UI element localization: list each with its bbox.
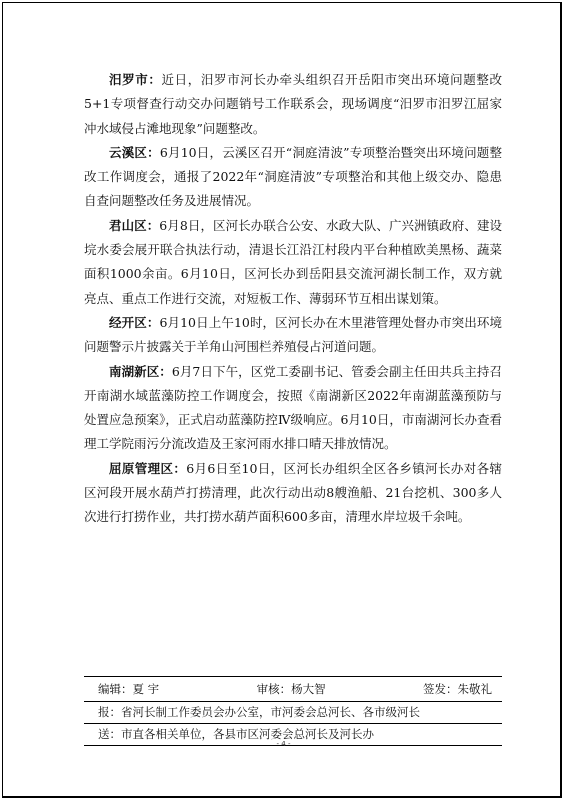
paragraph-text: 6月8日，区河长办联合公安、水政大队、广兴洲镇政府、建设垸水委会展开联合执法行动，清退长江沿江村段内平台种植欧美黑杨、蔬菜面积1000余亩。6月10日，区河长办到岳阳县交流河湖长制工作，双方就亮点、重点工作进行交流，对短板工作、薄弱环节互相出谋划策。 <box>84 217 502 306</box>
paragraph-lead: 经开区： <box>109 314 160 330</box>
paragraph-text: 6月10日上午10时，区河长办在木里港管理处督办市突出环境问题警示片披露关于羊角山河围栏养殖侵占河道问题。 <box>84 314 502 355</box>
paragraph-text: 6月7日下午，区党工委副书记、管委会副主任田共兵主持召开南湖水域蓝藻防控工作调度会，按照《南湖新区2022年南湖蓝藻预防与处置应急预案》，正式启动蓝藻防控Ⅳ级响应。6月10日，市南湖河长办查看理工学院雨污分流改造及王家河雨水排口晴天排放情况。 <box>84 363 502 452</box>
paragraph-miluo <box>84 68 502 141</box>
paragraph-nanhu <box>84 360 502 457</box>
send-to-line: 送：市直各相关单位，各县市区河委会总河长及河长办 <box>98 727 374 741</box>
paragraph-text: 6月6日至10日，区河长办组织全区各乡镇河长办对各辖区河段开展水葫芦打捞清理，此次行动出动8艘渔船、21台挖机、300多人次进行打捞作业，共打捞水葫芦面积600多亩，清理水岸垃圾千余吨。 <box>84 460 502 525</box>
paragraph-lead: 南湖新区： <box>109 363 172 379</box>
reviewer-credit: 审核：杨大智 <box>256 682 326 696</box>
paragraph-junshan <box>84 214 502 311</box>
paragraph-quyuan <box>84 457 502 530</box>
paragraph-lead: 云溪区： <box>109 144 160 160</box>
paragraph-text: 6月10日，云溪区召开“洞庭清波”专项整治暨突出环境问题整改工作调度会，通报了2022年“洞庭清波”专项整治和其他上级交办、隐患自查问题整改任务及进展情况。 <box>84 144 502 209</box>
issuer-credit: 签发：朱敬礼 <box>423 682 492 696</box>
paragraph-lead: 君山区： <box>109 217 160 233</box>
page-number: - 4 - <box>276 740 291 748</box>
report-to-line: 报：省河长制工作委员会办公室，市河委会总河长、各市级河长 <box>98 705 420 719</box>
paragraph-jingkai <box>84 311 502 360</box>
paragraph-yunxi <box>84 141 502 214</box>
editor-credit: 编辑：夏 宇 <box>98 682 160 696</box>
paragraph-lead: 屈原管理区： <box>109 460 187 476</box>
paragraph-lead: 汨罗市： <box>109 72 162 87</box>
paragraph-text: 近日，汨罗市河长办牵头组织召开岳阳市突出环境问题整改5+1专项督查行动交办问题销号工作联系会，现场调度“汨罗市汨罗江屈家冲水域侵占滩地现象”问题整改。 <box>84 72 502 136</box>
bulletin-body <box>84 68 502 530</box>
editorial-credits <box>84 677 502 701</box>
bulletin-footer <box>84 676 502 746</box>
